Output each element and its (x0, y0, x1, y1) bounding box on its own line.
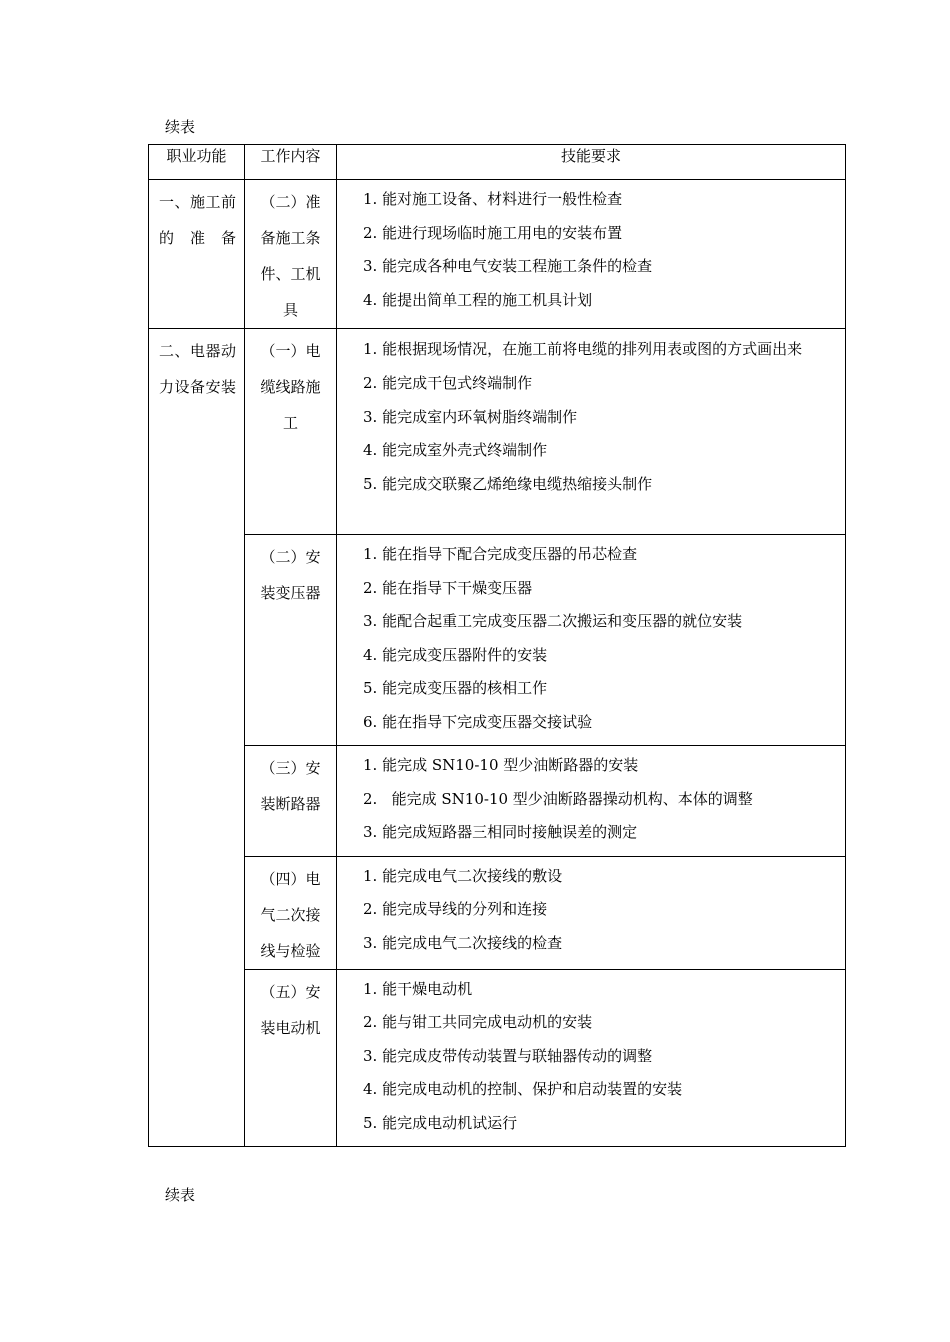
skills-cell (337, 969, 846, 1147)
header-function: 职业功能 (149, 145, 245, 180)
skill-item: 5. 能完成变压器的核相工作 (363, 679, 548, 697)
skill-item: 1. 能对施工设备、材料进行一般性检查 (363, 190, 623, 208)
skills-cell (337, 746, 846, 857)
skill-item: 2. 能进行现场临时施工用电的安装布置 (363, 223, 623, 242)
skill-item: 6. 能在指导下完成变压器交接试验 (363, 712, 593, 731)
skills-cell (337, 329, 846, 535)
skill-item: 3. 能完成短路器三相同时接触误差的测定 (363, 823, 638, 841)
content-cell: （四）电气二次接线与检验 (245, 856, 337, 969)
skill-item: 3. 能配合起重工完成变压器二次搬运和变压器的就位安装 (363, 612, 743, 630)
skill-item: 1. 能完成电气二次接线的敷设 (363, 866, 563, 885)
skill-item: 1. 能根据现场情况，在施工前将电缆的排列用表或图的方式画出来 (363, 340, 803, 358)
content-cell: （一）电缆线路施工 (245, 329, 337, 535)
skill-item: 2. 能完成干包式终端制作 (363, 374, 533, 392)
table-caption: 续表 (165, 118, 196, 136)
skill-item: 4. 能完成电动机的控制、保护和启动装置的安装 (363, 1080, 683, 1098)
skill-item: 4. 能提出简单工程的施工机具计划 (363, 290, 593, 309)
skills-cell (337, 856, 846, 969)
skill-item: 3. 能完成室内环氧树脂终端制作 (363, 407, 578, 426)
skill-item: 1. 能干燥电动机 (363, 979, 473, 998)
table-header-row (149, 145, 846, 180)
table-row (149, 969, 846, 1147)
header-content: 工作内容 (245, 145, 337, 180)
table-row (149, 180, 846, 329)
skill-item: 1. 能完成 SN10-10 型少油断路器的安装 (363, 756, 639, 774)
skills-cell (337, 535, 846, 746)
skill-item: 4. 能完成变压器附件的安装 (363, 645, 548, 664)
skill-item: 2. 能与钳工共同完成电动机的安装 (363, 1013, 593, 1031)
skill-item: 2. 能完成 SN10-10 型少油断路器操动机构、本体的调整 (363, 789, 753, 808)
header-skills: 技能要求 (337, 145, 846, 180)
content-cell: （五）安装电动机 (245, 969, 337, 1147)
skill-item: 3. 能完成各种电气安装工程施工条件的检查 (363, 257, 653, 275)
skill-item: 3. 能完成电气二次接线的检查 (363, 933, 563, 952)
function-cell: 一、施工前的准备 (149, 180, 245, 329)
table-caption-continued: 续表 (165, 1186, 196, 1204)
content-cell: （二）安装变压器 (245, 535, 337, 746)
skill-item: 4. 能完成室外壳式终端制作 (363, 441, 548, 459)
skills-cell (337, 180, 846, 329)
table-row (149, 856, 846, 969)
content-cell: （二）准备施工条件、工机具 (245, 180, 337, 329)
function-cell: 二、电器动力设备安装 (149, 329, 245, 1147)
skill-item: 5. 能完成交联聚乙烯绝缘电缆热缩接头制作 (363, 474, 653, 493)
content-cell: （三）安装断路器 (245, 746, 337, 857)
skill-requirements-table (148, 144, 846, 1147)
skill-item: 3. 能完成皮带传动装置与联轴器传动的调整 (363, 1046, 653, 1065)
table-row (149, 746, 846, 857)
table-row (149, 329, 846, 535)
skill-item: 2. 能在指导下干燥变压器 (363, 578, 533, 597)
skill-item: 5. 能完成电动机试运行 (363, 1113, 518, 1132)
skill-item: 1. 能在指导下配合完成变压器的吊芯检查 (363, 545, 638, 563)
skill-item: 2. 能完成导线的分列和连接 (363, 900, 548, 918)
table-row (149, 535, 846, 746)
